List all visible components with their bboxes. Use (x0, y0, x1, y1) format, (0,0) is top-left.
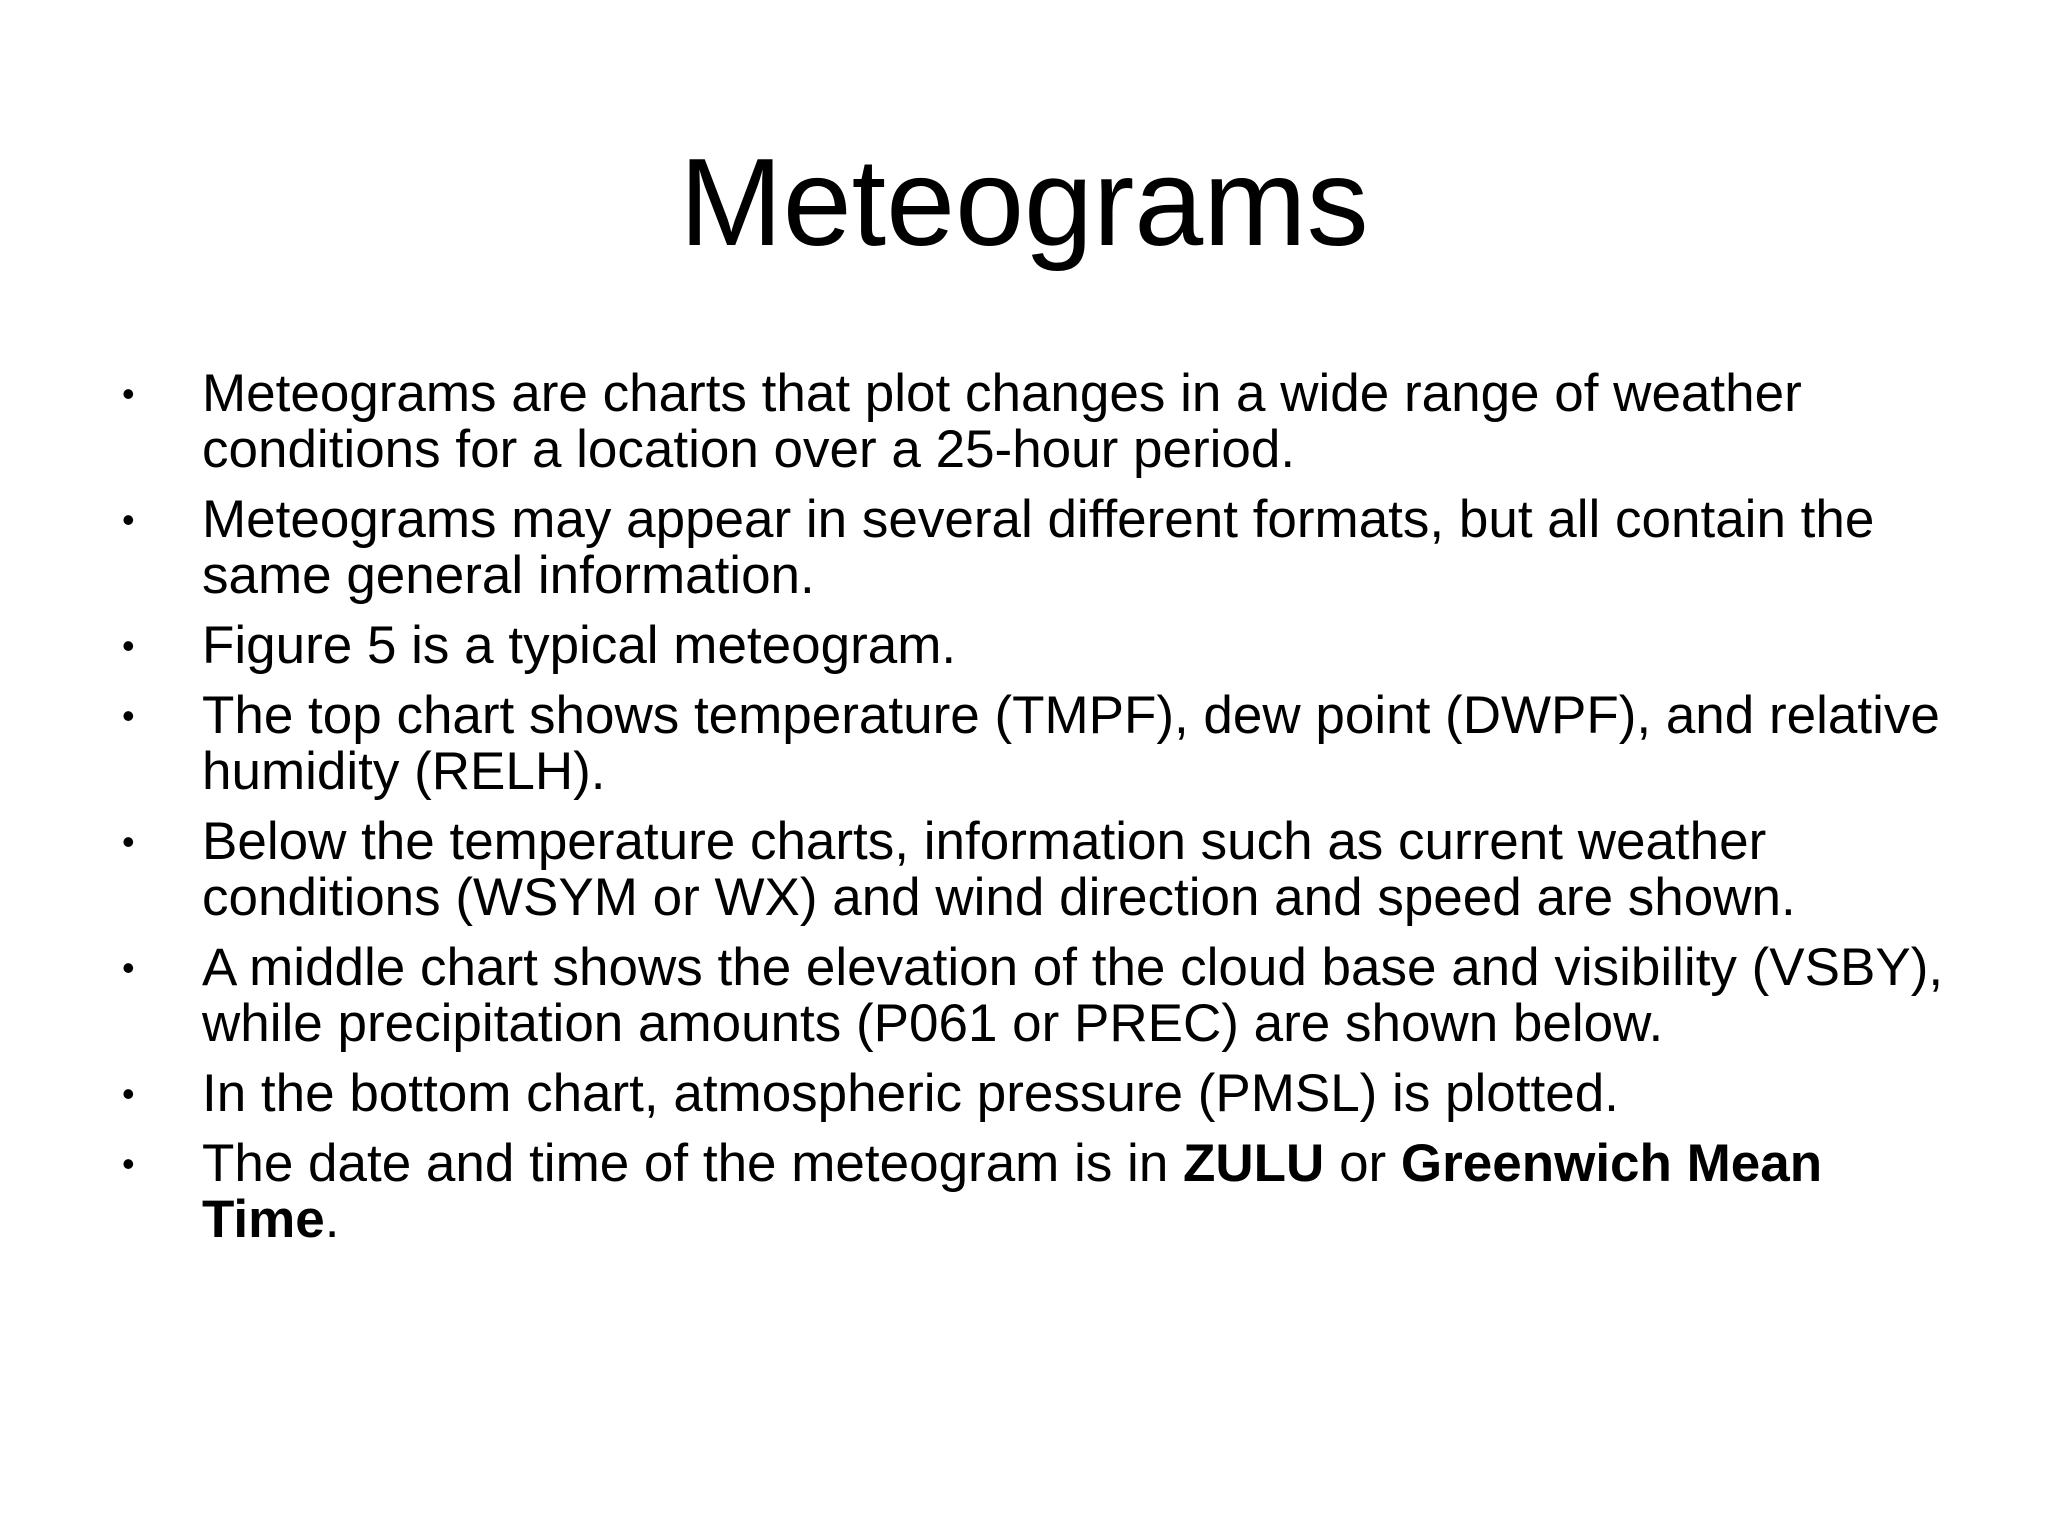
bullet-item (122, 814, 1962, 926)
bullet-item (122, 940, 1962, 1052)
bullet-text: Meteograms may appear in several different formats, but all contain the same general information. (202, 490, 1875, 605)
bullet-marker: • (122, 373, 135, 414)
bullet-marker: • (122, 625, 135, 666)
bullet-text: Below the temperature charts, information such as current weather conditions (WSYM or WX) and wind direction and speed are shown. (202, 812, 1796, 927)
bullet-marker: • (122, 499, 135, 540)
bullet-text: In the bottom chart, atmospheric pressure (PMSL) is plotted. (202, 1064, 1619, 1123)
bullet-item-last (122, 1136, 1962, 1248)
bullet-text: A middle chart shows the elevation of the cloud base and visibility (VSBY), while precipitation amounts (P061 or PREC) are shown below. (202, 938, 1944, 1053)
bullet-marker: • (122, 695, 135, 736)
bullet-list (122, 366, 1962, 1262)
slide-title: Meteograms (679, 134, 1369, 272)
bullet-marker: • (122, 1073, 135, 1114)
bullet-text: Figure 5 is a typical meteogram. (202, 616, 957, 675)
bullet-text: Meteograms are charts that plot changes in a wide range of weather conditions for a location over a 25-hour period. (202, 364, 1802, 479)
bullet-item (122, 688, 1962, 800)
bullet-item (122, 366, 1962, 478)
bullet-text: The top chart shows temperature (TMPF), dew point (DWPF), and relative humidity (RELH). (202, 686, 1940, 801)
bold-term-gmt: Greenwich Mean Time (202, 1134, 1823, 1249)
bullet-text-middle: or (1324, 1134, 1401, 1193)
bullet-marker: • (122, 821, 135, 862)
bold-term-zulu: ZULU (1183, 1134, 1325, 1193)
bullet-text-prefix: The date and time of the meteogram is in (202, 1134, 1184, 1193)
bullet-marker: • (122, 947, 135, 988)
bullet-item (122, 1066, 1962, 1122)
bullet-item (122, 618, 1962, 674)
bullet-item (122, 492, 1962, 604)
bullet-text-suffix: . (324, 1190, 340, 1249)
bullet-marker: • (122, 1143, 135, 1184)
